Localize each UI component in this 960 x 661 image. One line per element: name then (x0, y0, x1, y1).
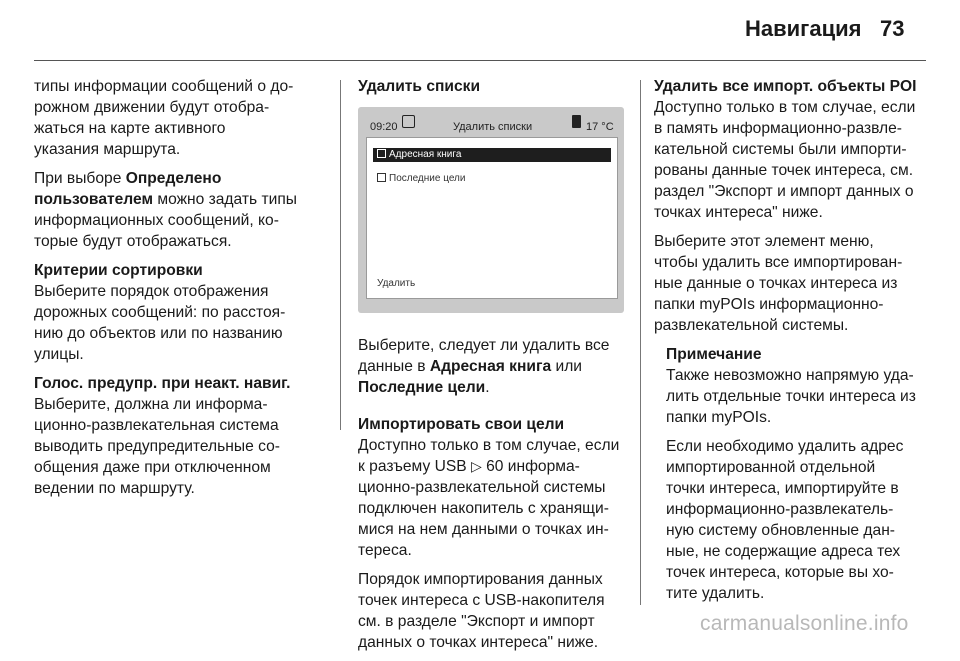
screen-clock: 09:20 (370, 121, 398, 133)
text-line: жаться на карте активного (34, 120, 226, 137)
text-line: ную систему обновленные дан- (666, 522, 896, 539)
text-line: точки интереса, импортируйте в (666, 480, 899, 497)
text-line: Выберите порядок отображения (34, 283, 269, 300)
screen-item-recent-destinations (377, 168, 465, 189)
screen-temperature: 17 °C (586, 121, 614, 133)
sort-section (34, 260, 329, 365)
text-line: Доступно только в том случае, если (358, 437, 620, 454)
import-heading: Импортировать свои цели (358, 416, 565, 433)
text-line: кательной системы были импорти- (654, 141, 907, 158)
text-line (358, 377, 628, 398)
custom-paragraph (34, 168, 329, 252)
import-section (358, 414, 628, 561)
sort-heading: Критерии сортировки (34, 262, 203, 279)
column-3 (654, 76, 926, 612)
note-box (666, 344, 926, 604)
text-line: выводить предупредительные со- (34, 438, 280, 455)
text-line: Если необходимо удалить адрес (666, 438, 904, 455)
text-line: ционно-развлекательная система (34, 417, 279, 434)
text-line: в память информационно-развле- (654, 120, 902, 137)
text-line: Выберите этот элемент меню, (654, 233, 874, 250)
order-paragraph (358, 569, 628, 653)
text-rest: можно задать типы (153, 191, 297, 208)
text-line: общения даже при отключенном (34, 459, 271, 476)
checkbox-icon (377, 173, 386, 182)
text-line: Порядок импортирования данных (358, 571, 603, 588)
text-line (358, 356, 628, 377)
text-line: информационно-развлекатель- (666, 501, 894, 518)
text-line: чтобы удалить все импортирован- (654, 254, 903, 271)
option-custom-bold-1: Определено (125, 170, 222, 187)
thermometer-icon (572, 115, 581, 128)
text-line: тите удалить. (666, 585, 765, 602)
column-divider-1 (340, 80, 341, 430)
voice-heading: Голос. предупр. при неакт. навиг. (34, 375, 291, 392)
text-line: Также невозможно напрямую уда- (666, 367, 914, 384)
text-end: . (485, 379, 490, 396)
text-line: данных о точках интереса" ниже. (358, 634, 599, 651)
text-line: точек интереса, которые вы хо- (666, 564, 894, 581)
screen-list (366, 137, 618, 299)
nav-status-icon (402, 115, 415, 128)
column-divider-2 (640, 80, 641, 605)
note-paragraph-2 (666, 436, 926, 604)
text-line: точках интереса" ниже. (654, 204, 823, 221)
voice-section (34, 373, 329, 499)
delete-poi-section (654, 76, 926, 223)
watermark: carmanualsonline.info (700, 612, 909, 635)
page-section-title: Навигация (745, 16, 862, 41)
text-line: ционно-развлекательной системы (358, 479, 606, 496)
checkbox-icon (377, 149, 386, 158)
page-number: 73 (880, 16, 905, 41)
text-line: улицы. (34, 346, 84, 363)
delete-lists-heading: Удалить списки (358, 78, 481, 95)
address-book-bold: Адресная книга (429, 358, 552, 375)
text-line (34, 168, 329, 189)
text-line: лить отдельные точки интереса из (666, 388, 916, 405)
text-line: подключен накопитель с хранящи- (358, 500, 609, 517)
text-line: типы информации сообщений о до- (34, 78, 294, 95)
text-line: импортированной отдельной (666, 459, 876, 476)
text-line: раздел "Экспорт и импорт данных о (654, 183, 914, 200)
text-line: информационных сообщений, ко- (34, 212, 279, 229)
text-line: ведении по маршруту. (34, 480, 195, 497)
page-reference: 60 информа- (481, 458, 580, 475)
text-line: см. в разделе "Экспорт и импорт (358, 613, 595, 630)
screen-title: Удалить списки (453, 121, 533, 133)
text-line: тереса. (358, 542, 412, 559)
infotainment-screen-image (358, 107, 624, 313)
text-line: папки myPOIs информационно- (654, 296, 884, 313)
recent-destinations-bold: Последние цели (358, 379, 486, 396)
text-line: Доступно только в том случае, если (654, 99, 916, 116)
text-line (358, 456, 628, 477)
text-line (34, 189, 329, 210)
note-paragraph-1 (666, 344, 926, 428)
text-line: рованы данные точек интереса, см. (654, 162, 914, 179)
triangle-right-icon: ▷ (470, 458, 482, 474)
text-line: точек интереса с USB-накопителя (358, 592, 605, 609)
text-line: Выберите, следует ли удалить все (358, 337, 610, 354)
note-heading: Примечание (666, 346, 762, 363)
text-line: рожном движении будут отобра- (34, 99, 270, 116)
column-2 (358, 76, 628, 661)
text-line: указания маршрута. (34, 141, 181, 158)
text-line: мися на нем данными о точках ин- (358, 521, 609, 538)
text-mid: или (551, 358, 583, 375)
text-line: ные, не содержащие адреса тех (666, 543, 901, 560)
screen-item-address-book (373, 148, 611, 162)
text-lead: к разъему USB (358, 458, 471, 475)
select-paragraph (654, 231, 926, 336)
delete-poi-heading: Удалить все импорт. объекты POI (654, 78, 917, 95)
screen-delete-label: Удалить (377, 278, 416, 289)
screen-item-label: Последние цели (389, 173, 466, 184)
text-line: торые будут отображаться. (34, 233, 232, 250)
text-line: ные данные о точках интереса из (654, 275, 898, 292)
text-line: папки myPOIs. (666, 409, 772, 426)
text-line: дорожных сообщений: по расстоя- (34, 304, 286, 321)
text-line: Выберите, должна ли информа- (34, 396, 268, 413)
header-divider (34, 60, 926, 61)
text-line: нию до объектов или по названию (34, 325, 283, 342)
text-lead: При выборе (34, 170, 122, 187)
choose-paragraph (358, 335, 628, 398)
option-custom-bold-2: пользователем (34, 191, 154, 208)
screen-item-label: Адресная книга (389, 149, 462, 160)
intro-paragraph (34, 76, 329, 160)
text-line: развлекательной системы. (654, 317, 849, 334)
column-1 (34, 76, 329, 507)
text-lead: данные в (358, 358, 430, 375)
